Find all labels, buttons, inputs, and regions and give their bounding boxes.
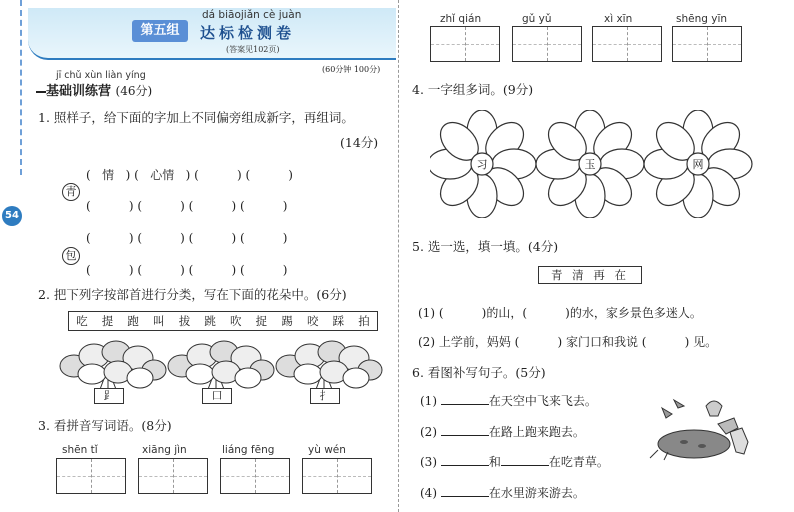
flower-center-wang: 网	[692, 158, 704, 171]
rt-pinyin-3: xì xīn	[604, 13, 633, 25]
q6-s1-text: 在天空中飞来飞去。	[488, 394, 597, 408]
bank-char: 踩	[332, 314, 345, 328]
writing-grid[interactable]	[220, 458, 290, 494]
writing-grid[interactable]	[302, 458, 372, 494]
bank-char: 吃	[76, 314, 88, 328]
q6-s3b-text: 在吃青草。	[548, 455, 609, 469]
rt-pinyin-2: gǔ yǔ	[522, 13, 552, 25]
writing-grid[interactable]	[512, 26, 582, 62]
bank-char: 咬	[306, 314, 319, 328]
answer-row-1[interactable]: ( 情 ) ( 心情 ) ( ) ( )	[86, 168, 293, 182]
question-2: 2. 把下列字按部首进行分类，写在下面的花朵中。(6分)	[38, 287, 347, 302]
blank[interactable]	[441, 454, 489, 466]
q6-s2-text: 在路上跑来跑去。	[488, 425, 585, 439]
bank-char: 拔	[178, 314, 191, 328]
flower-center-xi: 习	[476, 158, 488, 171]
q6-s3a-text: 和	[488, 455, 501, 469]
bank-char: 提	[101, 314, 114, 328]
side-strip	[0, 0, 22, 175]
answer-reference: (答案见102页)	[226, 45, 280, 54]
writing-grid[interactable]	[56, 458, 126, 494]
blank[interactable]	[501, 454, 549, 466]
q6-num-2: (2)	[420, 425, 437, 439]
page-title: 达标检测卷	[200, 24, 296, 42]
writing-grid[interactable]	[672, 26, 742, 62]
bank-char: 拍	[358, 314, 370, 328]
question-1: 1. 照样子，给下面的字加上不同偏旁组成新字，再组词。	[38, 110, 354, 125]
bank-char: 捉	[255, 314, 268, 328]
q3-pinyin-3: liáng fēng	[222, 444, 275, 456]
blank[interactable]	[441, 393, 489, 405]
blank[interactable]	[441, 424, 489, 436]
section-title	[36, 80, 152, 99]
question-6: 6. 看图补写句子。(5分)	[412, 365, 546, 380]
writing-grid[interactable]	[430, 26, 500, 62]
radical-box-zu: ⻊	[94, 388, 124, 404]
q6-sentence-4[interactable]	[420, 484, 585, 501]
question-5: 5. 选一选，填一填。(4分)	[412, 239, 559, 254]
character-bank	[68, 311, 378, 331]
bank-char: 叫	[153, 314, 165, 328]
answer-row-2[interactable]: ( ) ( ) ( ) ( )	[86, 199, 288, 213]
q3-pinyin-4: yù wén	[308, 444, 346, 456]
bank-char: 踢	[281, 314, 293, 328]
question-4: 4. 一字组多词。(9分)	[412, 82, 534, 97]
time-score: (60分钟 100分)	[322, 65, 381, 74]
page-number: 54	[2, 206, 22, 226]
section-pinyin: jī chǔ xùn liàn yíng	[56, 70, 146, 81]
q6-sentence-1[interactable]	[420, 392, 597, 409]
base-char-bao: 包	[62, 247, 80, 265]
q3-pinyin-2: xiāng jìn	[142, 444, 187, 456]
answer-row-3[interactable]: ( ) ( ) ( ) ( )	[86, 231, 288, 245]
section-score: (46分)	[115, 84, 153, 98]
q6-num-4: (4)	[420, 486, 437, 500]
q6-s4-text: 在水里游来游去。	[488, 486, 585, 500]
rt-pinyin-1: zhǐ qián	[440, 13, 482, 25]
radical-box-kou: 口	[202, 388, 232, 404]
bank-char: 吹	[230, 314, 242, 328]
blank[interactable]	[441, 485, 489, 497]
bank-char: 跳	[204, 314, 216, 328]
question-3: 3. 看拼音写词语。(8分)	[38, 418, 172, 433]
q5-sentence-1[interactable]: (1) ( )的山，( )的水，家乡景色多迷人。	[418, 306, 702, 320]
q3-pinyin-1: shēn tǐ	[62, 444, 98, 456]
radical-box-shou: 扌	[310, 388, 340, 404]
answer-row-4[interactable]: ( ) ( ) ( ) ( )	[86, 263, 288, 277]
writing-grid[interactable]	[592, 26, 662, 62]
option-box: 青 清 再 在	[538, 266, 642, 284]
q6-sentence-3[interactable]	[420, 453, 609, 470]
q6-num-1: (1)	[420, 394, 437, 408]
section-title-text: 基础训练营	[46, 84, 112, 99]
rt-pinyin-4: shēng yīn	[676, 13, 728, 25]
q6-sentence-2[interactable]	[420, 423, 585, 440]
bank-char: 跑	[127, 314, 139, 328]
base-char-qing: 青	[62, 183, 80, 201]
question-1-score: (14分)	[340, 135, 379, 150]
page-divider	[398, 0, 399, 512]
group-tag: 第五组	[132, 20, 188, 42]
q6-num-3: (3)	[420, 455, 437, 469]
writing-grid[interactable]	[138, 458, 208, 494]
title-pinyin: dá biāojiǎn cè juàn	[202, 9, 302, 21]
flower-center-yu: 玉	[584, 158, 596, 171]
animal-scene-illustration	[644, 388, 756, 466]
q5-sentence-2[interactable]: (2) 上学前，妈妈 ( ) 家门口和我说 ( ) 见。	[418, 335, 718, 349]
